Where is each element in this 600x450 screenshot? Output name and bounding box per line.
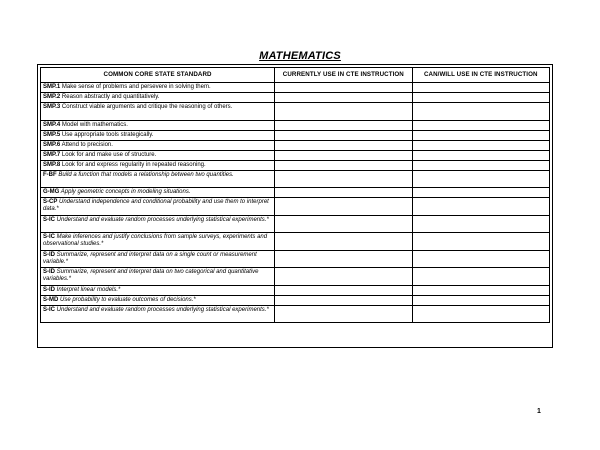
standard-code: G-MG: [43, 189, 60, 195]
standard-cell: [41, 268, 275, 286]
currently-use-cell[interactable]: [275, 250, 412, 268]
currently-use-cell[interactable]: [275, 93, 412, 103]
header-currently-use: CURRENTLY USE IN CTE INSTRUCTION: [275, 68, 412, 83]
standard-code: F-BF: [43, 171, 57, 178]
standard-description: Interpret linear models.*: [55, 286, 121, 293]
can-will-use-cell[interactable]: [412, 103, 549, 121]
standard-cell: [41, 140, 275, 150]
standard-description: Make sense of problems and persevere in solving them.: [60, 84, 211, 90]
page-title: MATHEMATICS: [259, 50, 341, 62]
table-row: [41, 120, 550, 130]
standard-code: S-CP: [43, 199, 58, 205]
standard-cell: [41, 215, 275, 233]
currently-use-cell[interactable]: [275, 198, 412, 216]
standard-code: S-IC: [43, 306, 55, 313]
can-will-use-cell[interactable]: [412, 120, 549, 130]
can-will-use-cell[interactable]: [412, 83, 549, 93]
standard-code: S-ID: [43, 269, 55, 275]
standard-cell: [41, 295, 275, 305]
can-will-use-cell[interactable]: [412, 188, 549, 198]
standard-code: SMP.2: [43, 94, 61, 100]
can-will-use-cell[interactable]: [412, 140, 549, 150]
currently-use-cell[interactable]: [275, 170, 412, 188]
table-row: [41, 268, 550, 286]
standard-cell: [41, 103, 275, 121]
standard-description: Use probability to evaluate outcomes of decisions.*: [58, 296, 196, 303]
standard-cell: [41, 83, 275, 93]
standard-description: Apply geometric concepts in modeling situations.: [59, 189, 191, 195]
standards-table-frame: [37, 64, 553, 348]
standard-cell: [41, 285, 275, 295]
table-row: [41, 93, 550, 103]
standard-description: Model with mathematics.: [60, 121, 128, 128]
table-row: [41, 198, 550, 216]
standard-cell: [41, 250, 275, 268]
table-header-row: [41, 68, 550, 83]
standard-description: Summarize, represent and interpret data on two categorical and quantitative variables.*: [43, 269, 259, 283]
can-will-use-cell[interactable]: [412, 170, 549, 188]
standard-description: Use appropriate tools strategically.: [60, 131, 154, 138]
currently-use-cell[interactable]: [275, 83, 412, 93]
can-will-use-cell[interactable]: [412, 160, 549, 170]
table-row: [41, 130, 550, 140]
currently-use-cell[interactable]: [275, 268, 412, 286]
currently-use-cell[interactable]: [275, 103, 412, 121]
header-standard: COMMON CORE STATE STANDARD: [41, 68, 275, 83]
table-row: [41, 140, 550, 150]
standard-description: Understand and evaluate random processes underlying statistical experiments.*: [55, 306, 269, 313]
standards-table: [40, 67, 550, 323]
standard-cell: [41, 120, 275, 130]
currently-use-cell[interactable]: [275, 305, 412, 323]
standard-cell: [41, 233, 275, 251]
table-row: [41, 170, 550, 188]
table-row: [41, 233, 550, 251]
standard-code: SMP.1: [43, 84, 61, 90]
standard-cell: [41, 188, 275, 198]
currently-use-cell[interactable]: [275, 130, 412, 140]
currently-use-cell[interactable]: [275, 295, 412, 305]
can-will-use-cell[interactable]: [412, 305, 549, 323]
standard-code: SMP.4: [43, 121, 61, 128]
table-body: [41, 83, 550, 323]
standard-code: SMP.7: [43, 151, 61, 158]
standard-description: Make inferences and justify conclusions from sample surveys, experiments and observational studies.*: [43, 234, 268, 248]
can-will-use-cell[interactable]: [412, 295, 549, 305]
table-row: [41, 285, 550, 295]
standard-code: S-ID: [43, 286, 55, 293]
can-will-use-cell[interactable]: [412, 198, 549, 216]
standard-code: S-IC: [43, 234, 55, 240]
can-will-use-cell[interactable]: [412, 93, 549, 103]
standard-description: Build a function that models a relationship between two quantities.: [56, 171, 234, 178]
currently-use-cell[interactable]: [275, 120, 412, 130]
table-row: [41, 150, 550, 160]
standard-description: Reason abstractly and quantitatively.: [60, 94, 160, 100]
standard-description: Attend to precision.: [60, 141, 113, 148]
standard-cell: [41, 198, 275, 216]
standard-description: Look for and make use of structure.: [60, 151, 157, 158]
standard-code: SMP.8: [43, 161, 61, 168]
can-will-use-cell[interactable]: [412, 215, 549, 233]
standard-code: SMP.3: [43, 104, 61, 110]
standard-code: S-IC: [43, 216, 55, 223]
currently-use-cell[interactable]: [275, 215, 412, 233]
can-will-use-cell[interactable]: [412, 268, 549, 286]
standard-cell: [41, 150, 275, 160]
standard-description: Understand and evaluate random processes underlying statistical experiments.*: [55, 216, 269, 223]
standard-code: SMP.5: [43, 131, 61, 138]
header-can-will-use: CAN/WILL USE IN CTE INSTRUCTION: [412, 68, 549, 83]
standard-cell: [41, 305, 275, 323]
table-row: [41, 305, 550, 323]
currently-use-cell[interactable]: [275, 233, 412, 251]
standard-code: S-ID: [43, 251, 55, 258]
standard-description: Understand independence and conditional probability and use them to interpret data.*: [43, 199, 269, 213]
table-row: [41, 103, 550, 121]
standard-description: Summarize, represent and interpret data on a single count or measurement variable.*: [43, 251, 257, 265]
table-row: [41, 295, 550, 305]
can-will-use-cell[interactable]: [412, 150, 549, 160]
page-number: 1: [537, 408, 541, 415]
table-row: [41, 83, 550, 93]
standard-cell: [41, 170, 275, 188]
standard-code: SMP.6: [43, 141, 61, 148]
standard-description: Look for and express regularity in repeated reasoning.: [60, 161, 206, 168]
standard-cell: [41, 93, 275, 103]
table-row: [41, 215, 550, 233]
currently-use-cell[interactable]: [275, 285, 412, 295]
table-row: [41, 250, 550, 268]
currently-use-cell[interactable]: [275, 150, 412, 160]
standard-cell: [41, 130, 275, 140]
can-will-use-cell[interactable]: [412, 233, 549, 251]
can-will-use-cell[interactable]: [412, 130, 549, 140]
standard-cell: [41, 160, 275, 170]
can-will-use-cell[interactable]: [412, 250, 549, 268]
table-row: [41, 188, 550, 198]
currently-use-cell[interactable]: [275, 188, 412, 198]
currently-use-cell[interactable]: [275, 160, 412, 170]
table-row: [41, 160, 550, 170]
standard-description: Construct viable arguments and critique the reasoning of others.: [60, 104, 233, 110]
can-will-use-cell[interactable]: [412, 285, 549, 295]
currently-use-cell[interactable]: [275, 140, 412, 150]
standard-code: S-MD: [43, 296, 59, 303]
